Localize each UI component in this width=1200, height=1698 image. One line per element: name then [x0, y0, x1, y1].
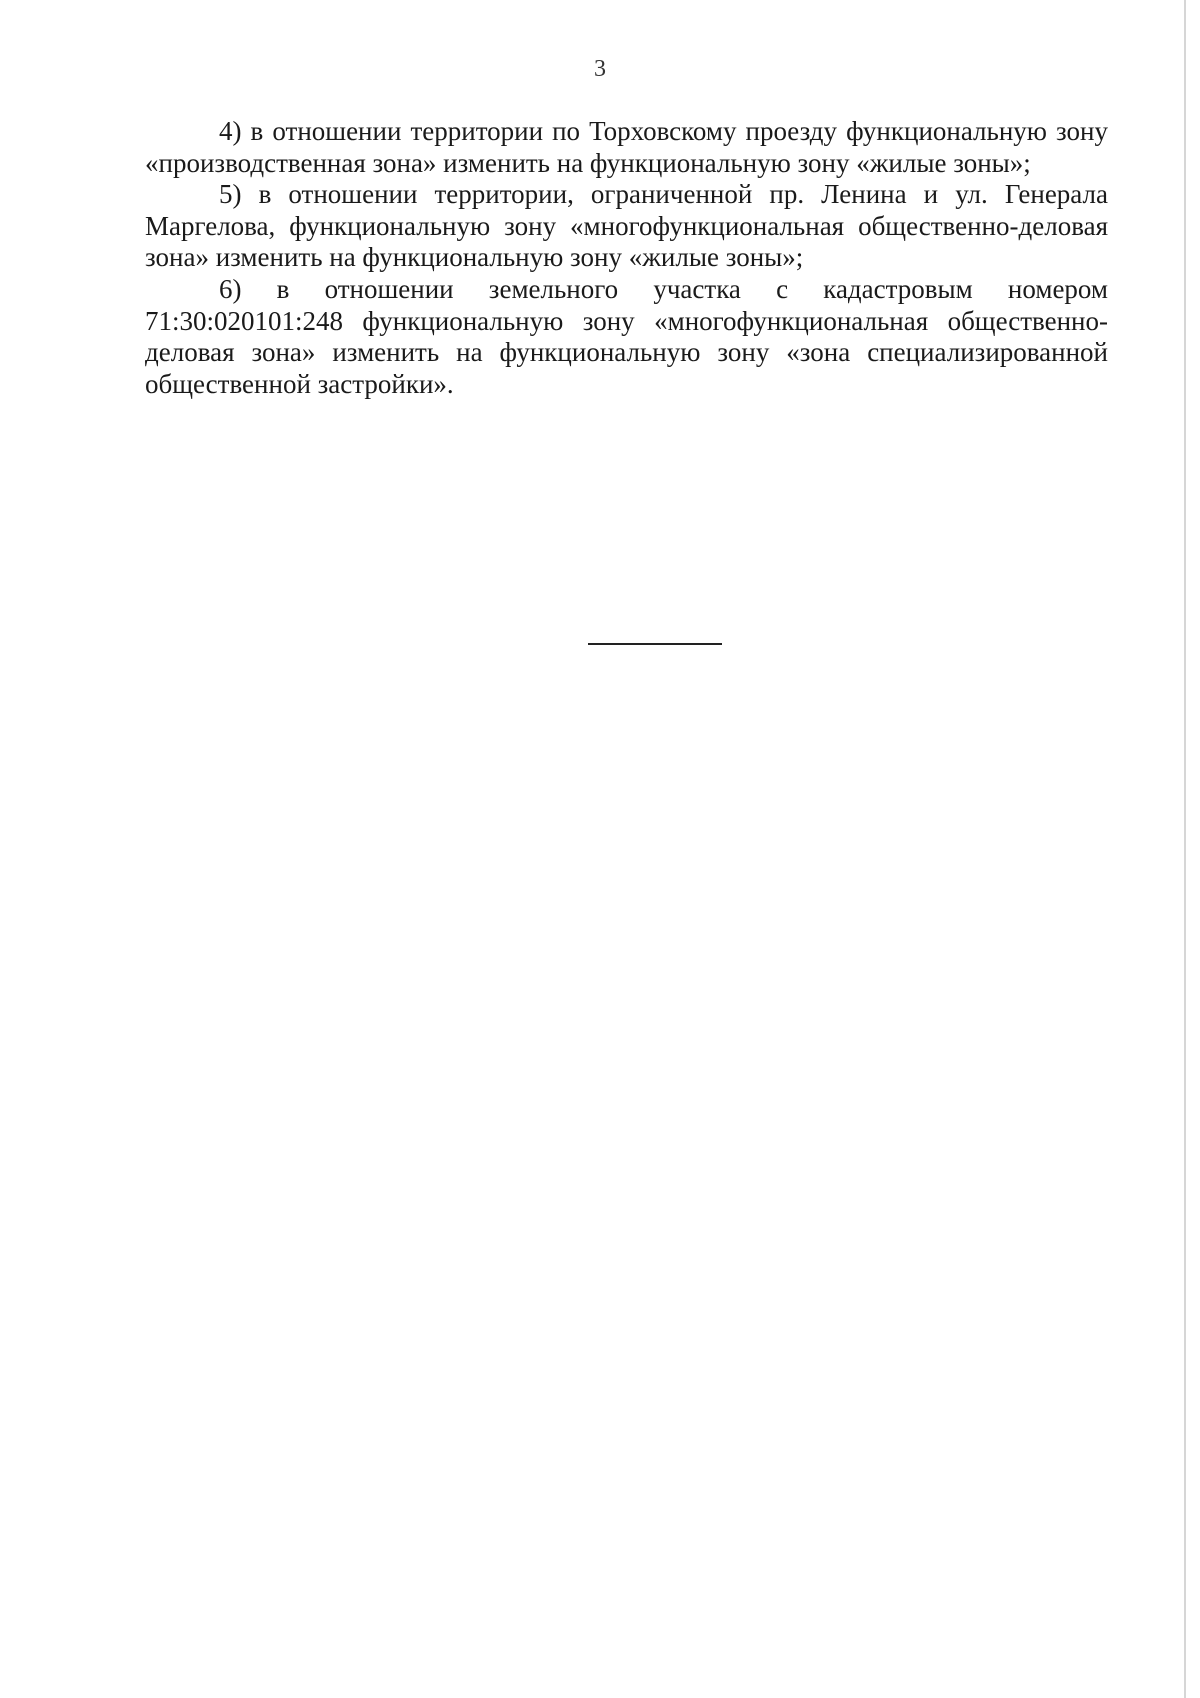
end-separator-line	[588, 643, 722, 645]
paragraph-item-4: 4) в отношении территории по Торховскому проезду функциональную зону «производственная зона» изменить на функциональную зону «жилые зоны»;	[145, 116, 1108, 178]
paragraph-item-5: 5) в отношении территории, ограниченной пр. Ленина и ул. Генерала Маргелова, функциональную зону «многофункциональная общественно-деловая зона» изменить на функциональную зону «жилые зоны»;	[145, 179, 1108, 273]
paragraph-item-6: 6) в отношении земельного участка с кадастровым номером 71:30:020101:248 функциональную зону «многофункциональная общественно-деловая зона» изменить на функциональную зону «зона специализированной общественной застройки».	[145, 273, 1108, 399]
page-number: 3	[594, 56, 606, 82]
document-body	[145, 116, 1108, 400]
scan-edge-line	[1184, 0, 1186, 1698]
